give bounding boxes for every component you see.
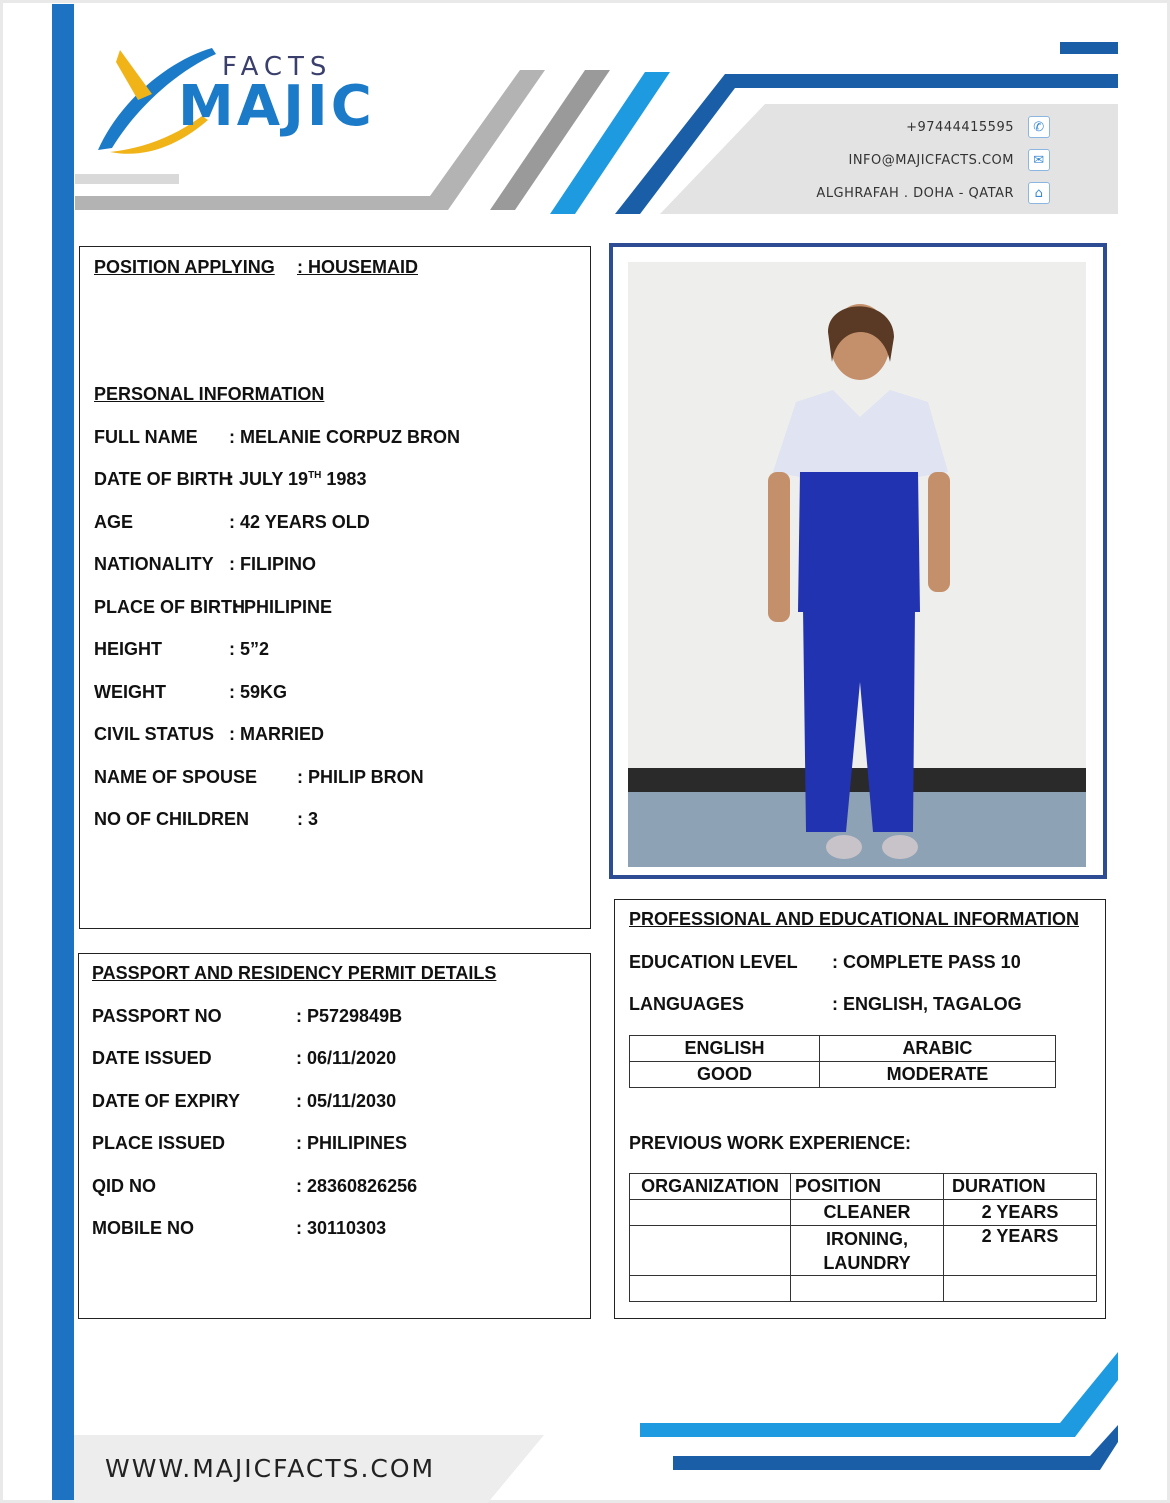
row-value: : 3	[297, 809, 319, 829]
table-cell	[630, 1200, 791, 1226]
contact-phone	[906, 116, 1050, 138]
row-label: NATIONALITY	[94, 554, 214, 574]
row-value: : PHILIP BRON	[297, 767, 424, 787]
logo-majic-text: MAJIC	[178, 74, 375, 139]
row-value: : PHILIPINE	[233, 597, 333, 617]
logo-facts-text: FACTS	[222, 52, 333, 82]
row-value: : 42 YEARS OLD	[229, 512, 370, 532]
dob-value: : JULY 19	[228, 469, 309, 489]
table-cell: 2 YEARS	[944, 1200, 1097, 1226]
row-label: MOBILE NO	[92, 1218, 194, 1238]
experience-table	[629, 1173, 1097, 1302]
table-cell	[791, 1276, 944, 1302]
row-label: CIVIL STATUS	[94, 724, 215, 744]
table-header: DURATION	[944, 1174, 1097, 1200]
row-label: PLACE ISSUED	[92, 1133, 226, 1153]
row-value: : P5729849B	[296, 1006, 403, 1026]
row-value: : ENGLISH, TAGALOG	[832, 994, 1022, 1014]
phone-text: +97444415595	[906, 119, 1014, 135]
table-row	[630, 1062, 1056, 1088]
table-header: ARABIC	[819, 1036, 1055, 1062]
row-label: QID NO	[92, 1176, 157, 1196]
home-icon: ⌂	[1028, 182, 1050, 204]
table-cell: CLEANER	[791, 1200, 944, 1226]
row-label: AGE	[94, 512, 134, 532]
candidate-photo	[628, 262, 1086, 867]
position-value: : HOUSEMAID	[297, 257, 418, 277]
table-header: POSITION	[791, 1174, 944, 1200]
contact-address	[816, 182, 1050, 204]
row-label: PASSPORT NO	[92, 1006, 222, 1026]
table-row	[630, 1276, 1097, 1302]
position-label: POSITION APPLYING	[94, 257, 275, 277]
website-url: WWW.MAJICFACTS.COM	[105, 1454, 436, 1483]
row-label: DATE ISSUED	[92, 1048, 212, 1068]
table-header: ORGANIZATION	[630, 1174, 791, 1200]
dob-year: 1983	[321, 469, 367, 489]
row-label: PLACE OF BIRTH	[94, 597, 245, 617]
table-cell: IRONING, LAUNDRY	[791, 1226, 944, 1276]
mail-icon: ✉	[1028, 149, 1050, 171]
row-value: : 30110303	[296, 1218, 387, 1238]
row-label: DATE OF BIRTH	[94, 469, 232, 489]
table-row	[630, 1174, 1097, 1200]
table-row	[630, 1200, 1097, 1226]
table-cell	[944, 1276, 1097, 1302]
table-cell	[630, 1226, 791, 1276]
row-label: HEIGHT	[94, 639, 163, 659]
row-value: : MARRIED	[229, 724, 324, 744]
row-label: NAME OF SPOUSE	[94, 767, 258, 787]
row-value: : 06/11/2020	[296, 1048, 397, 1068]
table-header: ENGLISH	[630, 1036, 820, 1062]
row-value: : PHILIPINES	[296, 1133, 408, 1153]
table-cell: MODERATE	[819, 1062, 1055, 1088]
row-label: FULL NAME	[94, 427, 198, 447]
row-value: : FILIPINO	[229, 554, 316, 574]
row-value	[228, 469, 366, 490]
row-label: WEIGHT	[94, 682, 166, 702]
email-text: INFO@MAJICFACTS.COM	[848, 152, 1014, 168]
row-value: : 05/11/2030	[296, 1091, 397, 1111]
address-text: ALGHRAFAH . DOHA - QATAR	[816, 185, 1014, 201]
table-row	[630, 1226, 1097, 1276]
row-value: : 28360826256	[296, 1176, 418, 1196]
contact-email	[849, 149, 1051, 171]
experience-title: PREVIOUS WORK EXPERIENCE:	[629, 1133, 912, 1153]
row-value: : COMPLETE PASS 10	[832, 952, 1021, 972]
table-cell: GOOD	[630, 1062, 820, 1088]
language-table	[629, 1035, 1056, 1088]
row-value: : 59KG	[229, 682, 288, 702]
phone-icon: ✆	[1028, 116, 1050, 138]
row-label: NO OF CHILDREN	[94, 809, 249, 829]
candidate-photo-illustration	[628, 262, 1086, 867]
table-cell	[630, 1276, 791, 1302]
row-label: LANGUAGES	[629, 994, 745, 1014]
dob-suffix: TH	[308, 470, 322, 481]
table-cell: 2 YEARS	[944, 1226, 1097, 1276]
passport-title: PASSPORT AND RESIDENCY PERMIT DETAILS	[92, 963, 497, 983]
professional-title: PROFESSIONAL AND EDUCATIONAL INFORMATION	[629, 909, 1079, 929]
row-value: : 5”2	[229, 639, 270, 659]
table-row	[630, 1036, 1056, 1062]
row-label: EDUCATION LEVEL	[629, 952, 798, 972]
row-label: DATE OF EXPIRY	[92, 1091, 241, 1111]
row-value: : MELANIE CORPUZ BRON	[229, 427, 460, 447]
personal-info-title: PERSONAL INFORMATION	[94, 384, 325, 404]
